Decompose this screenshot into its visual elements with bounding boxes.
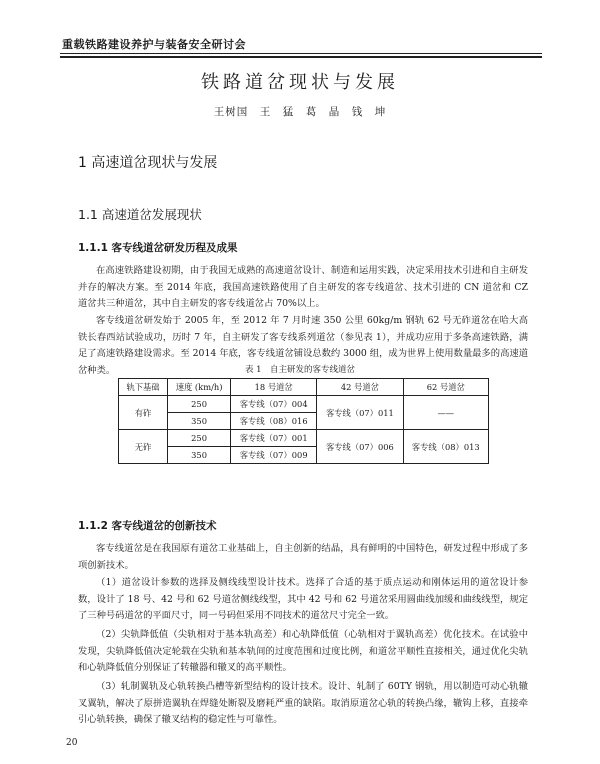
- table-cell: 客专线（07）006: [317, 430, 403, 464]
- paragraph: （3）轧制翼轨及心轨转换凸槽等新型结构的设计技术。设计、轧制了 60TY 钢轨，用以制造可动心轨辙叉翼轨，解决了原拼造翼轨在焊缝处断裂及磨耗严重的缺陷。取消原道岔心轨的转换凸缘，辙钩上移，直接牵引心轨转换，确保了辙叉结构的稳定性与可靠性。: [78, 681, 528, 725]
- table-cell: 客专线（08）013: [403, 430, 489, 464]
- table-caption: 表 1 自主研发的客专线道岔: [244, 365, 356, 375]
- table-cell: 客专线（07）004: [231, 396, 317, 413]
- authors: 王树国 王 猛 葛 晶 钱 坤: [213, 106, 387, 118]
- table-cell: 有砟: [119, 396, 168, 430]
- table-cell: 350: [168, 413, 231, 430]
- running-head: 重载铁路建设养护与装备安全研讨会: [62, 38, 246, 51]
- paragraph: （2）尖轨降低值（尖轨相对于基本轨高差）和心轨降低值（心轨相对于翼轨高差）优化技术。在试验中发现，尖轨降低值决定轮载在尖轨和基本轨间的过度范围和过度比例，和道岔平顺性直接相关，通过优化尖轨和心轨降低值分别保证了转辙器和辙叉的高平顺性。: [78, 629, 528, 673]
- table-cell: 250: [168, 430, 231, 447]
- table-row: [119, 396, 489, 413]
- section-heading-1-1: 1.1 高速道岔发展现状: [78, 207, 202, 222]
- table-cell: 客专线（07）011: [317, 396, 403, 430]
- table-header-cell: 速度 (km/h): [168, 379, 231, 396]
- table-cell: 客专线（07）001: [231, 430, 317, 447]
- section-heading-1: 1 高速道岔现状与发展: [78, 155, 218, 171]
- table-header-cell: 轨下基础: [119, 379, 168, 396]
- paragraph: 客专线道岔是在我国原有道岔工业基础上，自主创新的结晶，具有鲜明的中国特色，研发过程中形成了多项创新技术。: [78, 543, 528, 571]
- table-cell: 客专线（08）016: [231, 413, 317, 430]
- table-cell: 350: [168, 447, 231, 464]
- header-rule-thin: [60, 53, 542, 54]
- table-header-cell: 42 号道岔: [317, 379, 403, 396]
- table-row: [119, 430, 489, 447]
- section-heading-1-1-1: 1.1.1 客专线道岔研发历程及成果: [78, 242, 238, 254]
- paragraph: 在高速铁路建设初期，由于我国无成熟的高速道岔设计、制造和运用实践，决定采用技术引进和自主研发并存的解决方案。至 2014 年底，我国高速铁路使用了自主研发的客专线道岔、技术引进的 CN 道岔和 CZ 道岔共三种道岔，其中自主研发的客专线道岔占 70%以上。: [78, 265, 528, 309]
- table-header-row: [119, 379, 489, 396]
- paragraph: （1）道岔设计参数的选择及侧线线型设计技术。选择了合适的基于质点运动和刚体运用的道岔设计参数，设计了 18 号、42 号和 62 号道岔侧线线型，其中 42 号和 62 号道岔采用圆曲线加缓和曲线线型，规定了三种号码道岔的平面尺寸，同一号码但采用不同技术的道岔尺寸完全一致。: [78, 577, 528, 621]
- table-cell: 客专线（07）009: [231, 447, 317, 464]
- paragraph: 客专线道岔研发始于 2005 年，至 2012 年 7 月时速 350 公里 60kg/m 钢轨 62 号无砟道岔在哈大高铁长春西站试验成功，历时 7 年，自主研发了客专线系列道岔（参见表 1），并成功应用于多条高速铁路，满足了高速铁路建设需求。至 2014 年底，客专线道岔铺设总数约 3000 组，成为世界上使用数量最多的高速道岔种类。: [78, 315, 528, 376]
- table-cell: ——: [403, 396, 489, 430]
- table-header-cell: 62 号道岔: [403, 379, 489, 396]
- table-cell: 无砟: [119, 430, 168, 464]
- paper-title: 铁路道岔现状与发展: [201, 72, 399, 93]
- section-heading-1-1-2: 1.1.2 客专线道岔的创新技术: [78, 520, 217, 532]
- page-number: 20: [66, 738, 78, 748]
- table-cell: 250: [168, 396, 231, 413]
- data-table: [118, 378, 489, 464]
- table-header-cell: 18 号道岔: [231, 379, 317, 396]
- header-rule-thick: [60, 56, 542, 58]
